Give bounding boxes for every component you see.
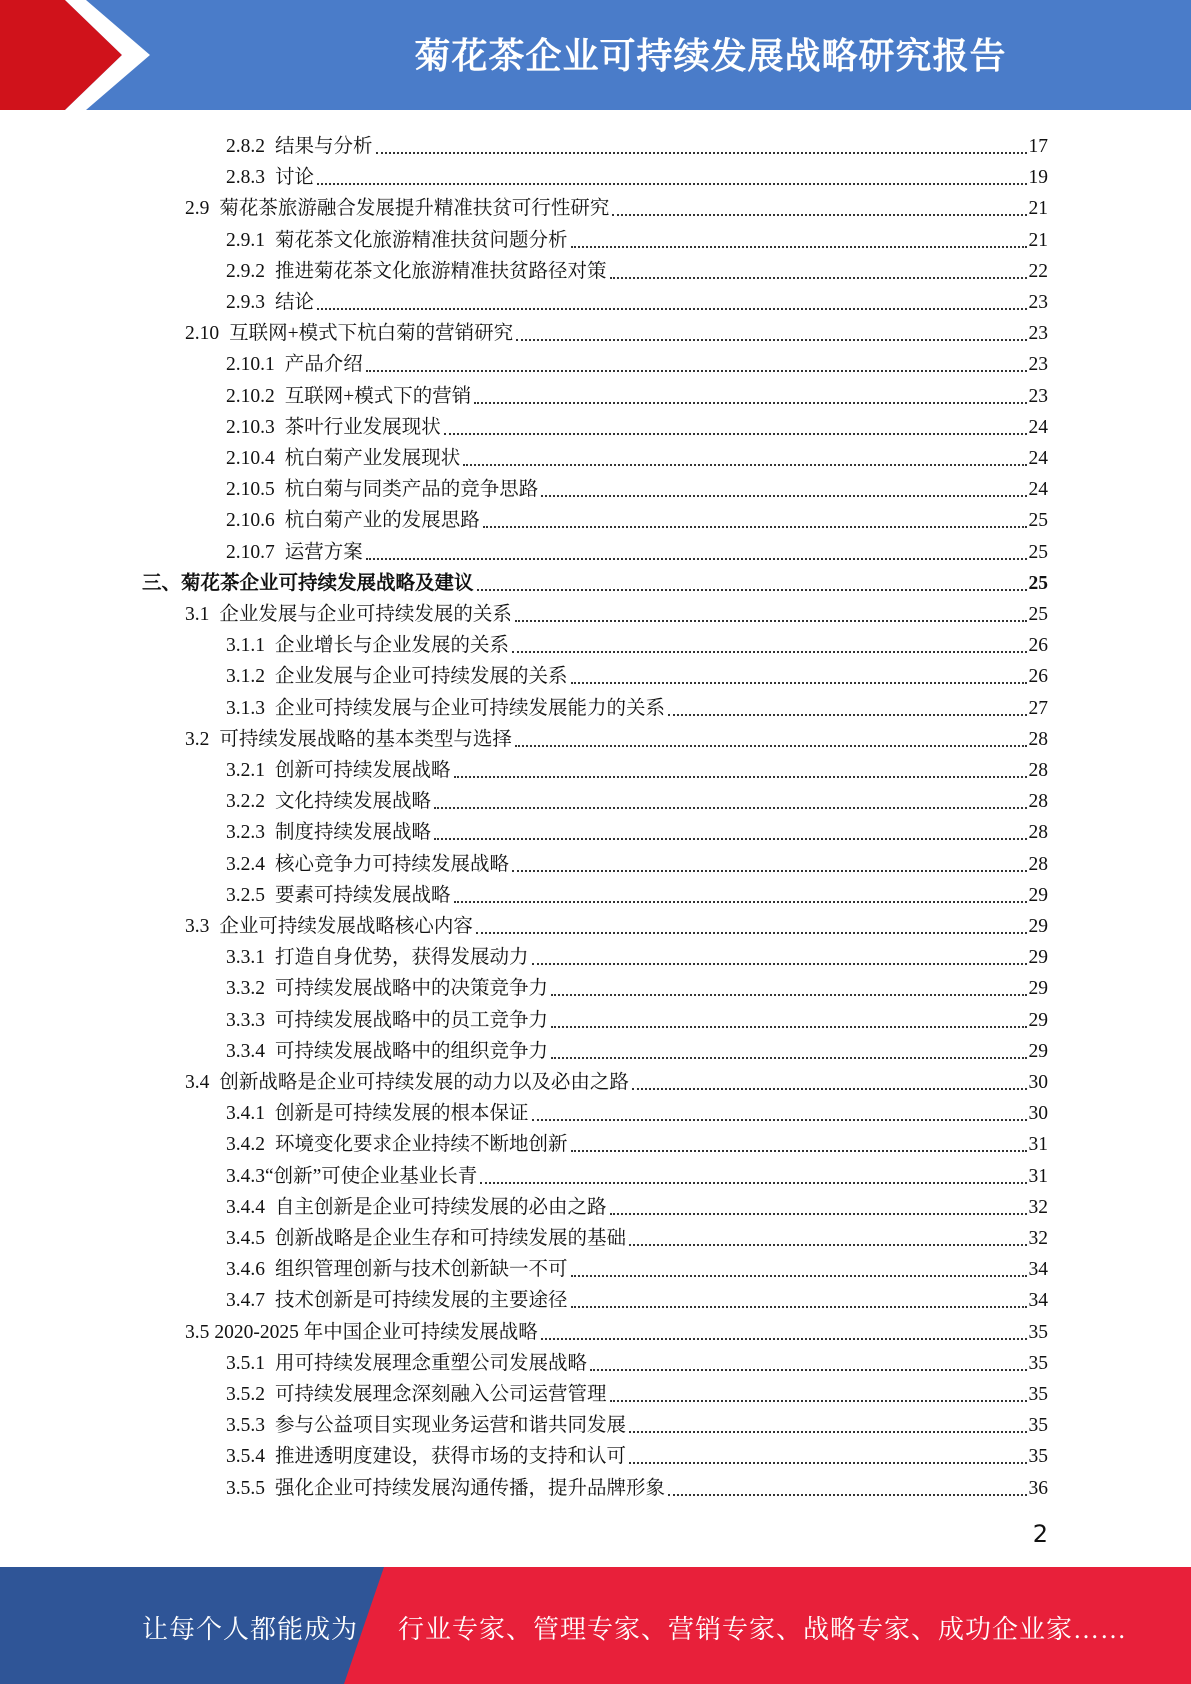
toc-dot-leader bbox=[551, 1057, 1026, 1059]
toc-entry-title: 创新可持续发展战略 bbox=[275, 760, 451, 781]
toc-entry-page: 29 bbox=[1028, 947, 1048, 969]
toc-entry[interactable] bbox=[226, 222, 1048, 253]
toc-entry[interactable] bbox=[226, 1095, 1048, 1126]
toc-entry-title: 结论 bbox=[275, 292, 315, 313]
toc-entry-title: 互联网+模式下的营销 bbox=[284, 385, 472, 407]
toc-entry-page: 35 bbox=[1028, 1446, 1048, 1468]
toc-dot-leader bbox=[512, 651, 1026, 653]
toc-entry-title: 杭白菊产业的发展思路 bbox=[284, 510, 480, 532]
toc-entry-title: 打造自身优势，获得发展动力 bbox=[275, 947, 529, 969]
toc-dot-leader bbox=[571, 1275, 1027, 1277]
toc-entry-page: 28 bbox=[1028, 728, 1048, 750]
toc-dot-leader bbox=[512, 870, 1026, 872]
toc-entry[interactable] bbox=[226, 1438, 1048, 1469]
toc-entry-page: 17 bbox=[1028, 136, 1048, 157]
toc-entry-page: 23 bbox=[1028, 292, 1048, 313]
toc-entry-page: 21 bbox=[1028, 198, 1048, 220]
toc-entry-page: 26 bbox=[1028, 666, 1048, 688]
toc-entry-title: 企业发展与企业可持续发展的关系 bbox=[275, 666, 568, 688]
toc-dot-leader bbox=[571, 1306, 1027, 1308]
toc-entry[interactable] bbox=[185, 596, 1048, 627]
toc-entry-page: 30 bbox=[1028, 1103, 1048, 1125]
toc-dot-leader bbox=[444, 433, 1027, 435]
toc-entry-title: 创新是可持续发展的根本保证 bbox=[275, 1103, 529, 1125]
toc-entry-title: 可持续发展理念深刻融入公司运营管理 bbox=[275, 1384, 607, 1405]
toc-dot-leader bbox=[477, 589, 1027, 591]
toc-entry-number: 2.10 bbox=[185, 323, 220, 345]
toc-entry-title: 企业发展与企业可持续发展的关系 bbox=[219, 604, 512, 625]
toc-entry-title: 菊花茶文化旅游精准扶贫问题分析 bbox=[275, 229, 568, 251]
footer-banner bbox=[0, 1567, 1191, 1684]
footer-slogan-left: 让每个人都能成为 bbox=[142, 1615, 359, 1644]
toc-entry-number: 3.3.1 bbox=[226, 947, 265, 969]
toc-entry-page: 25 bbox=[1028, 572, 1048, 594]
toc-dot-leader bbox=[532, 1119, 1027, 1121]
toc-entry[interactable] bbox=[226, 658, 1048, 689]
toc-entry-title: 参与公益项目实现业务运营和谐共同发展 bbox=[275, 1415, 627, 1437]
toc-entry-title: 茶叶行业发展现状 bbox=[284, 416, 441, 438]
toc-entry-page: 29 bbox=[1028, 1040, 1048, 1062]
toc-entry-page: 34 bbox=[1028, 1259, 1048, 1281]
toc-entry-page: 29 bbox=[1028, 978, 1048, 1000]
toc-entry-page: 28 bbox=[1028, 791, 1048, 813]
toc-entry-page: 29 bbox=[1028, 1009, 1048, 1031]
toc-entry[interactable] bbox=[185, 1314, 1048, 1345]
toc-entry-title: “创新”可使企业基业长青 bbox=[265, 1165, 478, 1187]
toc-entry-page: 29 bbox=[1028, 916, 1048, 937]
toc-dot-leader bbox=[474, 402, 1026, 404]
toc-entry-number: 3.1.3 bbox=[226, 697, 265, 719]
toc-entry-number: 2.10.5 bbox=[226, 479, 275, 501]
toc-dot-leader bbox=[571, 1150, 1027, 1152]
toc-entry-number: 3.3.3 bbox=[226, 1009, 265, 1031]
toc-dot-leader bbox=[515, 620, 1027, 622]
toc-entry[interactable] bbox=[226, 783, 1048, 814]
toc-entry[interactable] bbox=[226, 1282, 1048, 1313]
toc-entry-title: 可持续发展战略中的组织竞争力 bbox=[275, 1040, 549, 1062]
toc-dot-leader bbox=[463, 464, 1026, 466]
toc-dot-leader bbox=[551, 994, 1026, 996]
toc-entry[interactable] bbox=[226, 159, 1048, 190]
toc-entry-title: 环境变化要求企业持续不断地创新 bbox=[275, 1134, 568, 1156]
toc-entry-number: 3.4 bbox=[185, 1072, 210, 1093]
toc-entry-number: 3.5.2 bbox=[226, 1384, 265, 1405]
toc-entry[interactable] bbox=[226, 690, 1048, 721]
toc-entry-page: 28 bbox=[1028, 760, 1048, 781]
toc-dot-leader bbox=[632, 1088, 1027, 1090]
toc-dot-leader bbox=[551, 1026, 1026, 1028]
toc-entry[interactable] bbox=[226, 1376, 1048, 1407]
toc-entry-number: 3.3.2 bbox=[226, 978, 265, 1000]
toc-dot-leader bbox=[541, 495, 1026, 497]
toc-entry-title: 互联网+模式下杭白菊的营销研究 bbox=[229, 323, 514, 345]
toc-entry-title: 菊花茶旅游融合发展提升精准扶贫可行性研究 bbox=[219, 198, 610, 220]
toc-entry-title: 可持续发展战略的基本类型与选择 bbox=[219, 728, 512, 750]
toc-entry-number: 2.10.6 bbox=[226, 510, 275, 532]
toc-entry-title: 自主创新是企业可持续发展的必由之路 bbox=[275, 1196, 607, 1218]
toc-entry[interactable] bbox=[226, 440, 1048, 471]
toc-entry[interactable] bbox=[226, 1220, 1048, 1251]
toc-entry[interactable] bbox=[226, 253, 1048, 284]
toc-entry[interactable] bbox=[226, 1189, 1048, 1220]
toc-entry-title: 讨论 bbox=[275, 167, 315, 189]
toc-entry-page: 23 bbox=[1028, 385, 1048, 407]
toc-entry[interactable] bbox=[226, 1158, 1048, 1189]
toc-entry-title: 文化持续发展战略 bbox=[275, 791, 432, 813]
toc-entry-title: 强化企业可持续发展沟通传播，提升品牌形象 bbox=[275, 1477, 666, 1499]
toc-entry-page: 35 bbox=[1028, 1384, 1048, 1405]
toc-entry[interactable] bbox=[226, 346, 1048, 377]
toc-entry-page: 35 bbox=[1028, 1321, 1048, 1343]
toc-entry[interactable] bbox=[226, 846, 1048, 877]
toc-entry-page: 27 bbox=[1028, 697, 1048, 719]
toc-entry-title: 三、菊花茶企业可持续发展战略及建议 bbox=[142, 572, 474, 594]
toc-entry-page: 31 bbox=[1028, 1165, 1048, 1187]
toc-dot-leader bbox=[629, 1244, 1026, 1246]
toc-dot-leader bbox=[590, 1369, 1026, 1371]
toc-entry-number: 2.8.3 bbox=[226, 167, 265, 189]
toc-entry-title: 创新战略是企业生存和可持续发展的基础 bbox=[275, 1228, 627, 1249]
toc-entry-title: 制度持续发展战略 bbox=[275, 822, 432, 844]
footer-slogan-right: 行业专家、管理专家、营销专家、战略专家、成功企业家…… bbox=[398, 1615, 1128, 1644]
toc-dot-leader bbox=[516, 339, 1026, 341]
toc-entry-number: 3.1.2 bbox=[226, 666, 265, 688]
toc-entry-page: 24 bbox=[1028, 479, 1048, 501]
toc-entry-page: 35 bbox=[1028, 1352, 1048, 1374]
toc-entry-title: 可持续发展战略中的员工竞争力 bbox=[275, 1009, 549, 1031]
toc-dot-leader bbox=[571, 682, 1027, 684]
toc-dot-leader bbox=[610, 277, 1027, 279]
toc-entry-number: 2.9.1 bbox=[226, 229, 265, 251]
toc-dot-leader bbox=[541, 1338, 1027, 1340]
toc-entry[interactable] bbox=[226, 1033, 1048, 1064]
toc-entry-page: 32 bbox=[1028, 1196, 1048, 1218]
toc-entry-number: 3.2.1 bbox=[226, 760, 265, 781]
toc-entry[interactable] bbox=[226, 128, 1048, 159]
toc-dot-leader bbox=[434, 838, 1026, 840]
toc-dot-leader bbox=[476, 932, 1027, 934]
toc-entry-number: 3.4.2 bbox=[226, 1134, 265, 1156]
page-number: 2 bbox=[1032, 1520, 1048, 1548]
toc-entry-title: 杭白菊产业发展现状 bbox=[284, 448, 461, 469]
toc-dot-leader bbox=[454, 776, 1027, 778]
toc-dot-leader bbox=[480, 1182, 1026, 1184]
toc-dot-leader bbox=[317, 308, 1026, 310]
toc-entry[interactable] bbox=[185, 1064, 1048, 1095]
toc-entry-number: 2.10.7 bbox=[226, 541, 275, 563]
toc-entry-title: 可持续发展战略中的决策竞争力 bbox=[275, 978, 549, 1000]
toc-entry-number: 3.2.5 bbox=[226, 884, 265, 906]
toc-entry-number: 3.4.6 bbox=[226, 1259, 265, 1281]
toc-entry[interactable] bbox=[226, 814, 1048, 845]
toc-entry-number: 3.5 bbox=[185, 1321, 210, 1343]
toc-entry[interactable] bbox=[226, 284, 1048, 315]
toc-entry-number: 3.2.4 bbox=[226, 853, 265, 875]
toc-entry-title: 要素可持续发展战略 bbox=[275, 884, 451, 906]
toc-dot-leader bbox=[571, 246, 1027, 248]
toc-entry-number: 3.4.4 bbox=[226, 1196, 265, 1218]
toc-dot-leader bbox=[610, 1400, 1027, 1402]
header-banner bbox=[0, 0, 1191, 110]
toc-entry-number: 3.4.5 bbox=[226, 1228, 265, 1249]
toc-dot-leader bbox=[668, 714, 1026, 716]
toc-entry-page: 32 bbox=[1028, 1228, 1048, 1249]
toc-entry-title: 核心竞争力可持续发展战略 bbox=[275, 853, 510, 875]
toc-dot-leader bbox=[532, 963, 1027, 965]
toc-entry-title: 创新战略是企业可持续发展的动力以及必由之路 bbox=[219, 1072, 629, 1093]
toc-entry-page: 22 bbox=[1028, 260, 1048, 282]
toc-dot-leader bbox=[612, 214, 1026, 216]
toc-entry-number: 2.9.3 bbox=[226, 292, 265, 313]
toc-entry-number: 3.2.3 bbox=[226, 822, 265, 844]
toc-entry-page: 35 bbox=[1028, 1415, 1048, 1437]
toc-dot-leader bbox=[515, 745, 1027, 747]
toc-entry[interactable] bbox=[226, 1407, 1048, 1438]
toc-entry-number: 3.5.4 bbox=[226, 1446, 265, 1468]
toc-entry-title: 运营方案 bbox=[284, 541, 363, 563]
toc-entry-number: 3.5.5 bbox=[226, 1477, 265, 1499]
toc-entry[interactable] bbox=[226, 752, 1048, 783]
toc-entry-title: 技术创新是可持续发展的主要途径 bbox=[275, 1290, 568, 1312]
toc-entry-number: 3.1 bbox=[185, 604, 210, 625]
toc-entry-page: 36 bbox=[1028, 1477, 1048, 1499]
toc-entry-title: 企业可持续发展与企业可持续发展能力的关系 bbox=[275, 697, 666, 719]
toc-entry-number: 3.1.1 bbox=[226, 635, 265, 657]
toc-entry-title: 杭白菊与同类产品的竞争思路 bbox=[284, 479, 539, 501]
toc-entry[interactable] bbox=[226, 627, 1048, 658]
toc-entry-title: 推进菊花茶文化旅游精准扶贫路径对策 bbox=[275, 260, 607, 282]
toc-entry-number: 3.4.7 bbox=[226, 1290, 265, 1312]
toc-entry-title: 组织管理创新与技术创新缺一不可 bbox=[275, 1259, 568, 1281]
toc-entry-page: 23 bbox=[1028, 354, 1048, 376]
toc-entry-title: 企业可持续发展战略核心内容 bbox=[219, 916, 473, 937]
toc-entry-page: 23 bbox=[1028, 323, 1048, 345]
toc-entry-number: 3.4.3 bbox=[226, 1165, 265, 1187]
toc-dot-leader bbox=[629, 1462, 1026, 1464]
toc-entry[interactable] bbox=[226, 877, 1048, 908]
toc-dot-leader bbox=[668, 1494, 1026, 1496]
toc-entry-number: 2.10.3 bbox=[226, 416, 275, 438]
toc-dot-leader bbox=[610, 1213, 1027, 1215]
toc-entry-page: 30 bbox=[1028, 1072, 1048, 1093]
toc-entry[interactable] bbox=[226, 409, 1048, 440]
toc-dot-leader bbox=[366, 558, 1027, 560]
toc-entry-title: 企业增长与企业发展的关系 bbox=[275, 635, 510, 657]
toc-entry-number: 2.10.4 bbox=[226, 448, 275, 469]
toc-dot-leader bbox=[317, 183, 1026, 185]
toc-entry-page: 25 bbox=[1028, 604, 1048, 625]
toc-entry-number: 2.9.2 bbox=[226, 260, 265, 282]
toc-entry-page: 28 bbox=[1028, 822, 1048, 844]
toc-dot-leader bbox=[483, 526, 1027, 528]
toc-entry-number: 3.4.1 bbox=[226, 1103, 265, 1125]
toc-entry-page: 25 bbox=[1028, 510, 1048, 532]
toc-entry-number: 3.5.1 bbox=[226, 1352, 265, 1374]
toc-entry[interactable] bbox=[226, 1126, 1048, 1157]
toc-entry-page: 29 bbox=[1028, 884, 1048, 906]
toc-entry[interactable] bbox=[185, 315, 1048, 346]
toc-entry[interactable] bbox=[185, 908, 1048, 939]
toc-entry[interactable] bbox=[185, 721, 1048, 752]
toc-entry-title: 结果与分析 bbox=[275, 136, 373, 157]
toc-entry-number: 2.10.2 bbox=[226, 385, 275, 407]
toc-dot-leader bbox=[434, 807, 1026, 809]
toc-entry[interactable] bbox=[226, 1345, 1048, 1376]
toc-entry-title: 推进透明度建设，获得市场的支持和认可 bbox=[275, 1446, 627, 1468]
toc-entry-number: 3.3.4 bbox=[226, 1040, 265, 1062]
toc-entry-page: 25 bbox=[1028, 541, 1048, 563]
toc-entry-title: 用可持续发展理念重塑公司发展战略 bbox=[275, 1352, 588, 1374]
toc-entry[interactable] bbox=[226, 1470, 1048, 1501]
toc-dot-leader bbox=[454, 901, 1027, 903]
toc-entry-page: 24 bbox=[1028, 448, 1048, 469]
toc-entry[interactable] bbox=[226, 378, 1048, 409]
toc-entry[interactable] bbox=[226, 939, 1048, 970]
toc-entry[interactable] bbox=[226, 1251, 1048, 1282]
toc-entry[interactable] bbox=[185, 190, 1048, 221]
toc-dot-leader bbox=[376, 152, 1027, 154]
toc-dot-leader bbox=[629, 1431, 1026, 1433]
toc-entry[interactable] bbox=[226, 471, 1048, 502]
toc-entry-number: 2.9 bbox=[185, 198, 210, 220]
toc-entry-number: 3.2 bbox=[185, 728, 210, 750]
toc-entry-page: 21 bbox=[1028, 229, 1048, 251]
toc-entry-number: 3.3 bbox=[185, 916, 210, 937]
toc-entry-number: 2.10.1 bbox=[226, 354, 275, 376]
toc-entry-title: 产品介绍 bbox=[284, 354, 363, 376]
toc-entry[interactable] bbox=[226, 970, 1048, 1001]
toc-entry-number: 3.5.3 bbox=[226, 1415, 265, 1437]
toc-entry-page: 31 bbox=[1028, 1134, 1048, 1156]
toc-entry-page: 28 bbox=[1028, 853, 1048, 875]
toc-entry[interactable] bbox=[226, 1002, 1048, 1033]
toc-entry-number: 3.2.2 bbox=[226, 791, 265, 813]
report-title: 菊花茶企业可持续发展战略研究报告 bbox=[414, 36, 1007, 77]
toc-entry-page: 24 bbox=[1028, 416, 1048, 438]
toc-entry-title: 2020-2025 年中国企业可持续发展战略 bbox=[214, 1321, 538, 1343]
toc-dot-leader bbox=[366, 370, 1027, 372]
toc-entry-page: 26 bbox=[1028, 635, 1048, 657]
toc-entry[interactable] bbox=[142, 565, 1048, 596]
red-arrow-decoration bbox=[0, 0, 240, 110]
toc-entry[interactable] bbox=[226, 502, 1048, 533]
toc-entry[interactable] bbox=[226, 534, 1048, 565]
toc-entry-number: 2.8.2 bbox=[226, 136, 265, 157]
toc-entry-page: 34 bbox=[1028, 1290, 1048, 1312]
toc-entry-page: 19 bbox=[1028, 167, 1048, 189]
